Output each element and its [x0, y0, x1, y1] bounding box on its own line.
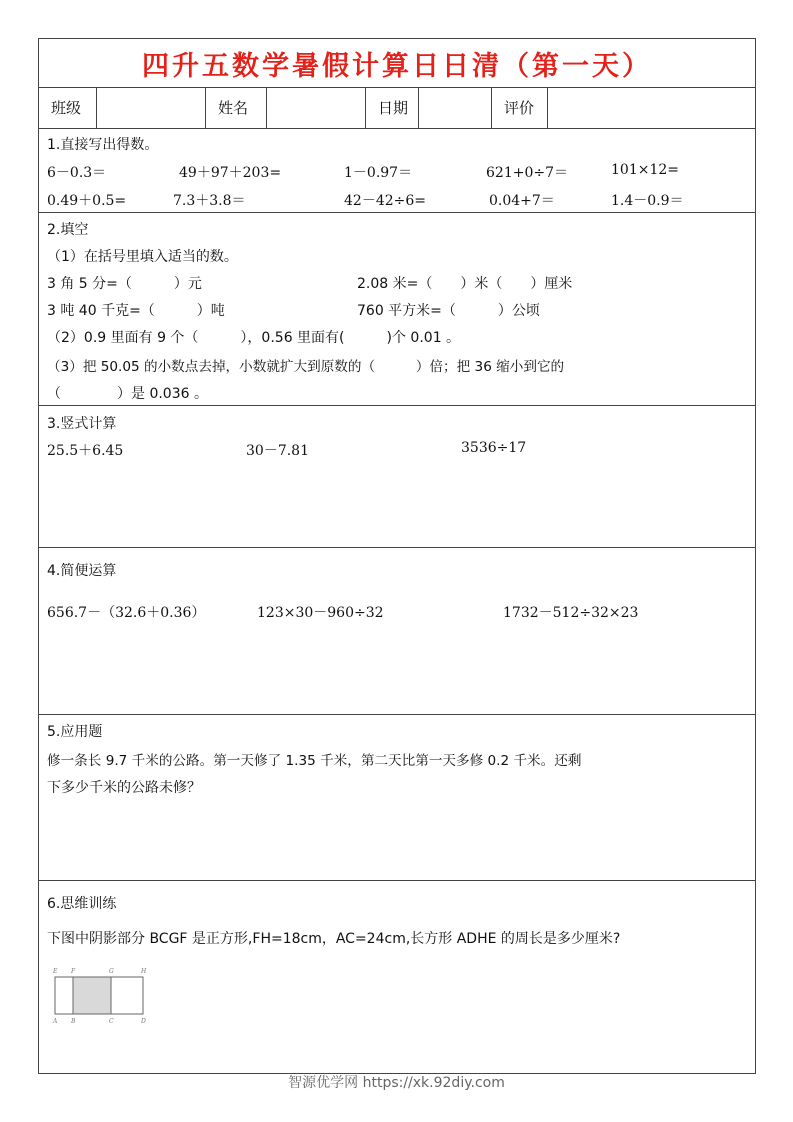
shaded-square — [73, 977, 111, 1014]
question-text: （3）把 50.05 的小数点去掉，小数就扩大到原数的（ ）倍；把 36 缩小到它的 — [47, 359, 565, 375]
problem-text: 修一条长 9.7 千米的公路。第一天修了 1.35 千米，第二天比第一天多修 0.2 千米。还剩 — [47, 753, 582, 769]
class-field[interactable] — [97, 87, 206, 128]
section-vertical-calc — [39, 406, 755, 548]
label-f: F — [71, 968, 76, 975]
section-fill-blanks — [39, 213, 755, 406]
blank-item: 3 吨 40 千克=（ ）吨 — [47, 303, 225, 319]
calc-item: 25.5＋6.45 — [47, 443, 124, 459]
calc-item: 7.3＋3.8＝ — [173, 193, 246, 209]
calc-item: 123×30－960÷32 — [257, 605, 384, 621]
problem-text: 下图中阴影部分 BCGF 是正方形,FH=18cm，AC=24cm,长方形 ADHE 的周长是多少厘米? — [47, 931, 621, 947]
section-heading: 5.应用题 — [47, 724, 103, 740]
calc-item: 49＋97＋203= — [179, 165, 282, 181]
calc-item: 656.7－（32.6＋0.36） — [47, 605, 206, 621]
eval-label: 评价 — [492, 87, 548, 128]
date-label: 日期 — [366, 87, 419, 128]
question-text: （1）在括号里填入适当的数。 — [47, 249, 238, 265]
calc-item: 3536÷17 — [461, 440, 527, 456]
label-d: D — [141, 1018, 146, 1025]
name-label: 姓名 — [206, 87, 267, 128]
calc-item: 1732－512÷32×23 — [503, 605, 639, 621]
worksheet — [38, 38, 756, 1074]
name-field[interactable] — [267, 87, 366, 128]
blank-item: 2.08 米=（ ）米（ ）厘米 — [357, 276, 573, 292]
section-word-problem — [39, 715, 755, 881]
calc-item: 30－7.81 — [246, 443, 309, 459]
label-b: B — [71, 1018, 76, 1025]
calc-item: 0.04+7＝ — [489, 193, 555, 209]
calc-item: 1.4－0.9＝ — [611, 193, 684, 209]
label-c: C — [109, 1018, 114, 1025]
date-field[interactable] — [419, 87, 492, 128]
blank-item: 3 角 5 分=（ ）元 — [47, 276, 202, 292]
section-direct-answers — [39, 128, 755, 213]
section-heading: 6.思维训练 — [47, 896, 117, 912]
section-heading: 2.填空 — [47, 222, 89, 238]
calc-item: 1－0.97＝ — [344, 165, 413, 181]
label-g: G — [109, 968, 114, 975]
section-heading: 3.竖式计算 — [47, 416, 117, 432]
section-heading: 1.直接写出得数。 — [47, 137, 159, 153]
calc-item: 0.49＋0.5= — [47, 193, 127, 209]
footer-watermark: 智源优学网 https://xk.92diy.com — [288, 1075, 505, 1091]
calc-item: 621+0÷7＝ — [486, 165, 568, 181]
title-row — [39, 39, 755, 88]
problem-text: 下多少千米的公路未修？ — [47, 780, 201, 796]
section-simplify — [39, 548, 755, 715]
question-text: （ ）是 0.036 。 — [47, 386, 208, 402]
calc-item: 6－0.3＝ — [47, 165, 107, 181]
page-title: 四升五数学暑假计算日日清（第一天） — [142, 50, 652, 82]
class-label: 班级 — [39, 87, 97, 128]
label-e: E — [53, 968, 58, 975]
eval-field[interactable] — [548, 87, 757, 128]
rectangle-figure — [51, 963, 151, 1029]
label-h: H — [141, 968, 147, 975]
calc-item: 101×12= — [611, 162, 679, 178]
calc-item: 42－42÷6= — [344, 193, 426, 209]
section-thinking — [39, 881, 755, 1074]
label-a: A — [53, 1018, 58, 1025]
question-text: （2）0.9 里面有 9 个（ ），0.56 里面有( )个 0.01 。 — [47, 330, 461, 346]
blank-item: 760 平方米=（ ）公顷 — [357, 303, 540, 319]
info-row — [39, 87, 755, 129]
section-heading: 4.简便运算 — [47, 563, 117, 579]
